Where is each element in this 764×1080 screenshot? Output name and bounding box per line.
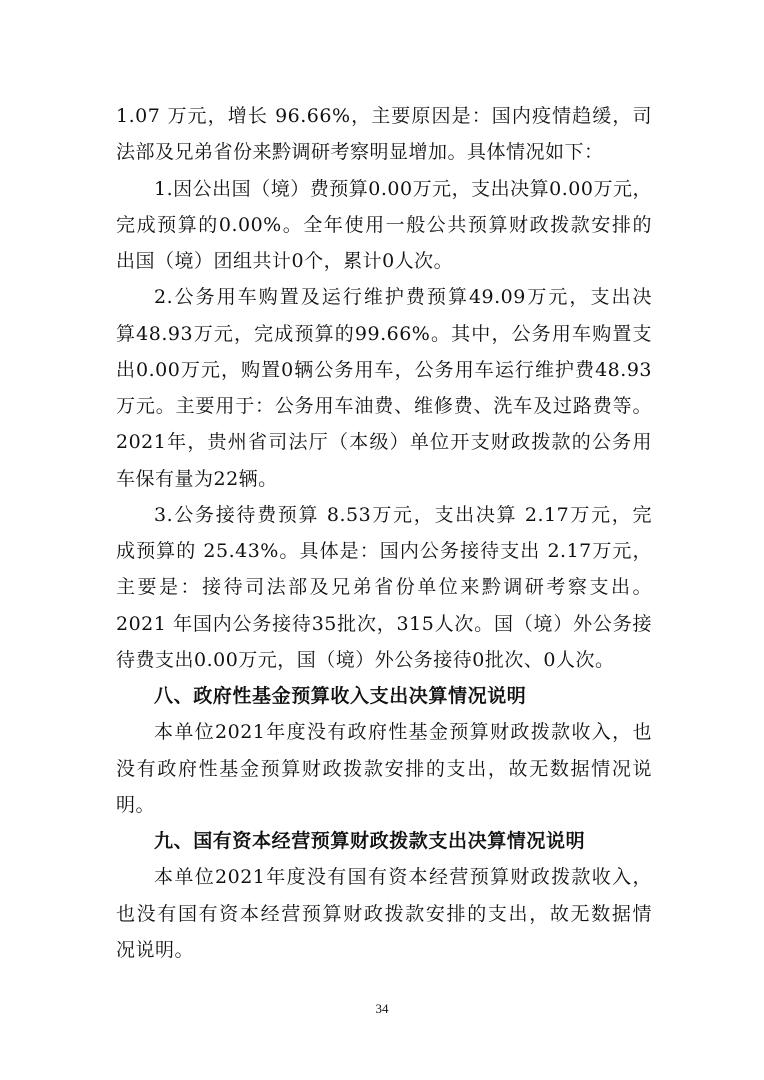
body-line: 本单位2021年度没有国有资本经营预算财政拨款收入， [154,866,652,888]
body-line: 2.公务用车购置及运行维护费预算49.09万元，支出决 [154,286,652,308]
body-line: 出0.00万元，购置0辆公务用车，公务用车运行维护费48.93 [116,359,652,381]
body-line: 本单位2021年度没有政府性基金预算财政拨款收入，也 [154,721,652,743]
body-line: 成预算的 25.43%。具体是：国内公务接待支出 2.17万元， [116,540,652,562]
body-line: 待费支出0.00万元，国（境）外公务接待0批次、0人次。 [116,649,615,671]
body-line: 车保有量为22辆。 [116,468,278,490]
body-line: 2021年，贵州省司法厅（本级）单位开支财政拨款的公务用 [116,431,652,453]
section-heading: 九、国有资本经营预算财政拨款支出决算情况说明 [154,830,586,852]
body-line: 出国（境）团组共计0个，累计0人次。 [116,250,454,272]
body-line: 算48.93万元，完成预算的99.66%。其中，公务用车购置支 [116,323,652,345]
body-line: 3.公务接待费预算 8.53万元，支出决算 2.17万元，完 [154,504,652,526]
body-line: 1.因公出国（境）费预算0.00万元，支出决算0.00万元， [154,178,652,200]
body-line: 2021 年国内公务接待35批次，315人次。国（境）外公务接 [116,613,652,635]
body-line: 没有政府性基金预算财政拨款安排的支出，故无数据情况说 [116,758,652,780]
body-line: 明。 [116,794,156,816]
section-heading: 八、政府性基金预算收入支出决算情况说明 [154,685,527,707]
body-line: 1.07 万元，增长 96.66%，主要原因是：国内疫情趋缓，司 [116,105,652,127]
body-line: 法部及兄弟省份来黔调研考察明显增加。具体情况如下： [116,141,604,163]
body-line: 况说明。 [116,939,195,961]
body-line: 完成预算的0.00%。全年使用一般公共预算财政拨款安排的 [116,214,652,236]
body-line: 万元。主要用于：公务用车油费、维修费、洗车及过路费等。 [116,395,652,417]
body-line: 也没有国有资本经营预算财政拨款安排的支出，故无数据情 [116,903,652,925]
page-number: 34 [375,1001,389,1016]
body-line: 主要是：接待司法部及兄弟省份单位来黔调研考察支出。 [116,576,652,598]
